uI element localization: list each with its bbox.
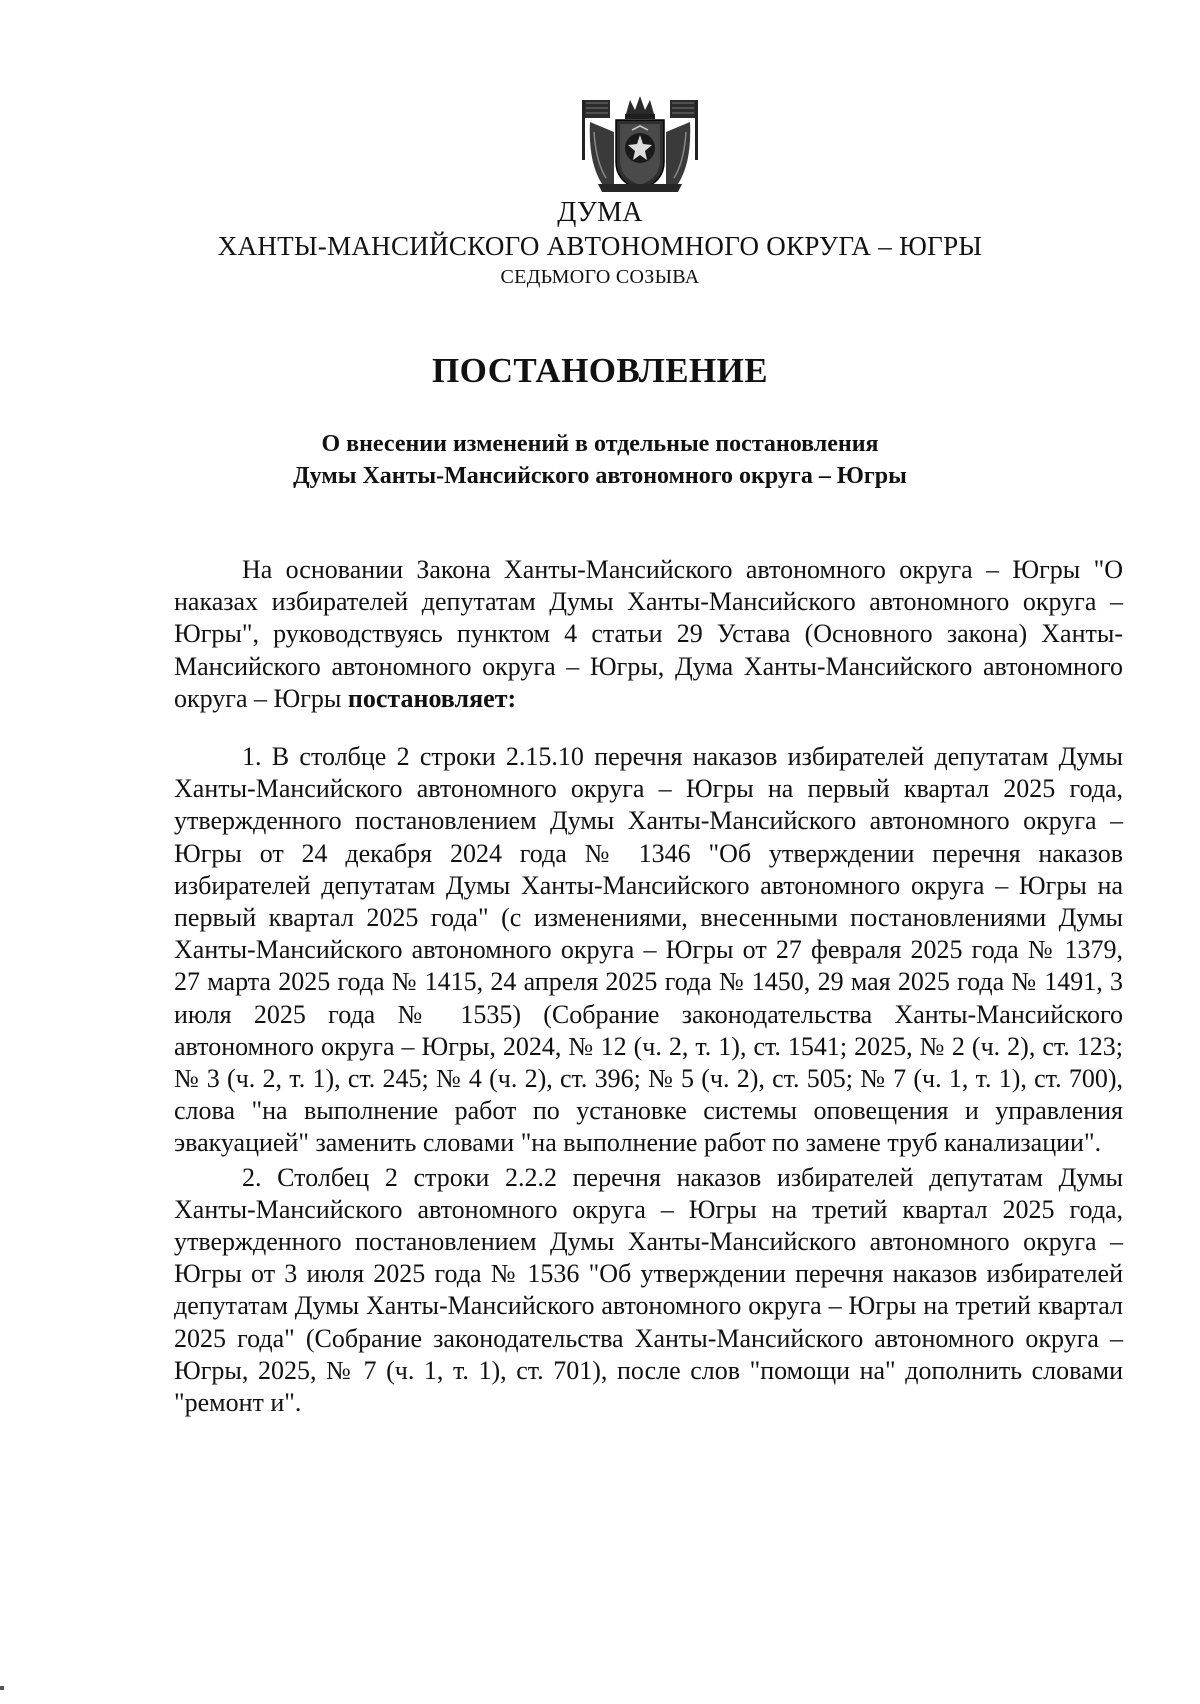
resolution-item-2: 2. Столбец 2 строки 2.2.2 перечня наказов избирателей депутатам Думы Ханты-Мансийского автономного округа – Югры на третий квартал 2025 года, утвержденного постановлением Думы Ханты-Мансийского автономного округа – Югры от 3 июля 2025 года № 1536 "Об утверждении перечня наказов избирателей депутатам Думы Ханты-Мансийского автономного округа – Югры на третий квартал 2025 года" (Собрание законодательства Ханты-Мансийского автономного округа – Югры, 2025, № 7 (ч. 1, т. 1), ст. 701), после слов "помощи на" дополнить словами "ремонт и". <box>174 1162 1123 1418</box>
resolution-items <box>174 741 1123 1419</box>
subject-line: Думы Ханты-Мансийского автономного округа – Югры <box>293 463 907 489</box>
document-title: ПОСТАНОВЛЕНИЕ <box>432 351 768 390</box>
preamble-paragraph <box>174 554 1123 715</box>
scan-mark <box>0 1686 4 1690</box>
coat-of-arms-icon <box>580 92 700 197</box>
preamble-emphasis: постановляет: <box>347 683 517 713</box>
convocation-label: СЕДЬМОГО СОЗЫВА <box>500 266 700 288</box>
subject-line: О внесении изменений в отдельные постановления <box>321 431 879 457</box>
preamble <box>174 554 1123 715</box>
document-subject <box>180 428 1020 492</box>
resolution-item-1: 1. В столбце 2 строки 2.15.10 перечня наказов избирателей депутатам Думы Ханты-Мансийского автономного округа – Югры на первый квартал 2025 года, утвержденного постановлением Думы Ханты-Мансийского автономного округа – Югры от 24 декабря 2024 года № 1346 "Об утверждении перечня наказов избирателей депутатам Думы Ханты-Мансийского автономного округа – Югры на первый квартал 2025 года" (с изменениями, внесенными постановлениями Думы Ханты-Мансийского автономного округа – Югры от 27 февраля 2025 года № 1379, 27 марта 2025 года № 1415, 24 апреля 2025 года № 1450, 29 мая 2025 года № 1491, 3 июля 2025 года № 1535) (Собрание законодательства Ханты-Мансийского автономного округа – Югры, 2024, № 12 (ч. 2, т. 1), ст. 1541; 2025, № 2 (ч. 2), ст. 123; № 3 (ч. 2, т. 1), ст. 245; № 4 (ч. 2), ст. 396; № 5 (ч. 2), ст. 505; № 7 (ч. 1, т. 1), ст. 700), слова "на выполнение работ по установке системы оповещения и управления эвакуацией" заменить словами "на выполнение работ по замене труб канализации". <box>174 742 1123 1158</box>
organization-name: ДУМА <box>557 197 643 228</box>
preamble-text: На основании Закона Ханты-Мансийского автономного округа – Югры "О наказах избирателей депутатам Думы Ханты-Мансийского автономного округа – Югры", руководствуясь пунктом 4 статьи 29 Устава (Основного закона) Ханты-Мансийского автономного округа – Югры, Дума Ханты-Мансийского автономного округа – Югры <box>174 555 1123 713</box>
region-name: ХАНТЫ-МАНСИЙСКОГО АВТОНОМНОГО ОКРУГА – ЮГРЫ <box>217 231 983 261</box>
